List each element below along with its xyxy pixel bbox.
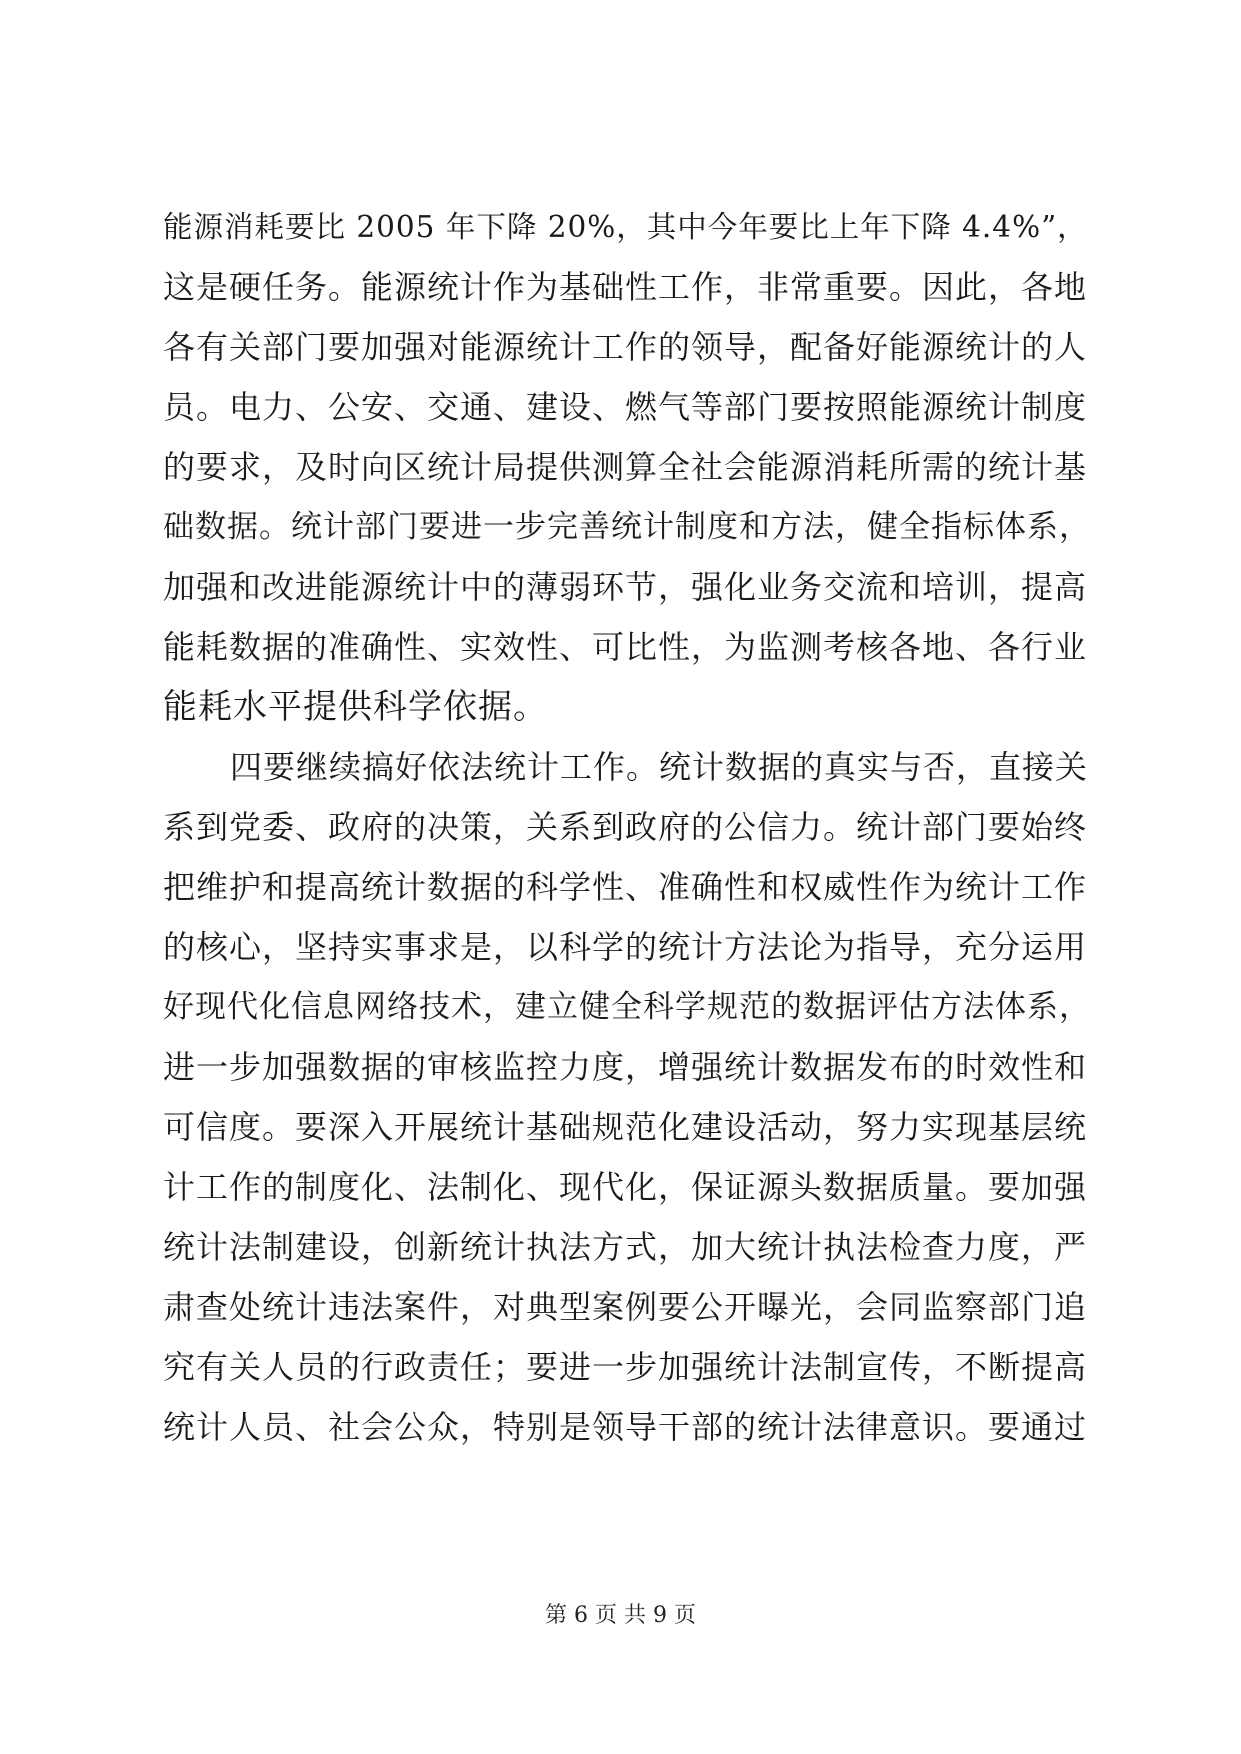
text-line: 的要求，及时向区统计局提供测算全社会能源消耗所需的统计基 (163, 448, 1088, 486)
text-line: 进一步加强数据的审核监控力度，增强统计数据发布的时效性和 (163, 1048, 1088, 1086)
text-line: 能源消耗要比 2005 年下降 20%，其中今年要比上年下降 4.4%”， (163, 210, 1088, 244)
text-line: 员。电力、公安、交通、建设、燃气等部门要按照能源统计制度 (163, 388, 1088, 426)
text-line: 统计人员、社会公众，特别是领导干部的统计法律意识。要通过 (163, 1408, 1088, 1446)
page-indicator: 第 6 页 共 9 页 (545, 1603, 696, 1628)
text-line: 这是硬任务。能源统计作为基础性工作，非常重要。因此，各地 (163, 268, 1088, 306)
text-line: 的核心，坚持实事求是，以科学的统计方法论为指导，充分运用 (163, 928, 1088, 966)
text-line: 把维护和提高统计数据的科学性、准确性和权威性作为统计工作 (163, 868, 1088, 906)
text-line: 各有关部门要加强对能源统计工作的领导，配备好能源统计的人 (163, 328, 1088, 366)
text-line: 究有关人员的行政责任；要进一步加强统计法制宣传，不断提高 (163, 1348, 1088, 1386)
text-line: 统计法制建设，创新统计执法方式，加大统计执法检查力度，严 (163, 1228, 1088, 1266)
text-line: 系到党委、政府的决策，关系到政府的公信力。统计部门要始终 (163, 808, 1088, 846)
text-line: 能耗数据的准确性、实效性、可比性，为监测考核各地、各行业 (163, 628, 1088, 666)
text-line: 能耗水平提供科学依据。 (163, 687, 548, 727)
text-line: 好现代化信息网络技术，建立健全科学规范的数据评估方法体系， (163, 989, 1091, 1025)
text-line: 四要继续搞好依法统计工作。统计数据的真实与否，直接关 (230, 748, 1089, 786)
text-line: 可信度。要深入开展统计基础规范化建设活动，努力实现基层统 (163, 1108, 1088, 1146)
text-line: 肃查处统计违法案件，对典型案例要公开曝光，会同监察部门追 (163, 1288, 1088, 1326)
page-footer (0, 1600, 1241, 1632)
text-line: 加强和改进能源统计中的薄弱环节，强化业务交流和培训，提高 (163, 568, 1088, 606)
text-line: 计工作的制度化、法制化、现代化，保证源头数据质量。要加强 (163, 1168, 1088, 1206)
text-line: 础数据。统计部门要进一步完善统计制度和方法，健全指标体系， (163, 509, 1091, 545)
